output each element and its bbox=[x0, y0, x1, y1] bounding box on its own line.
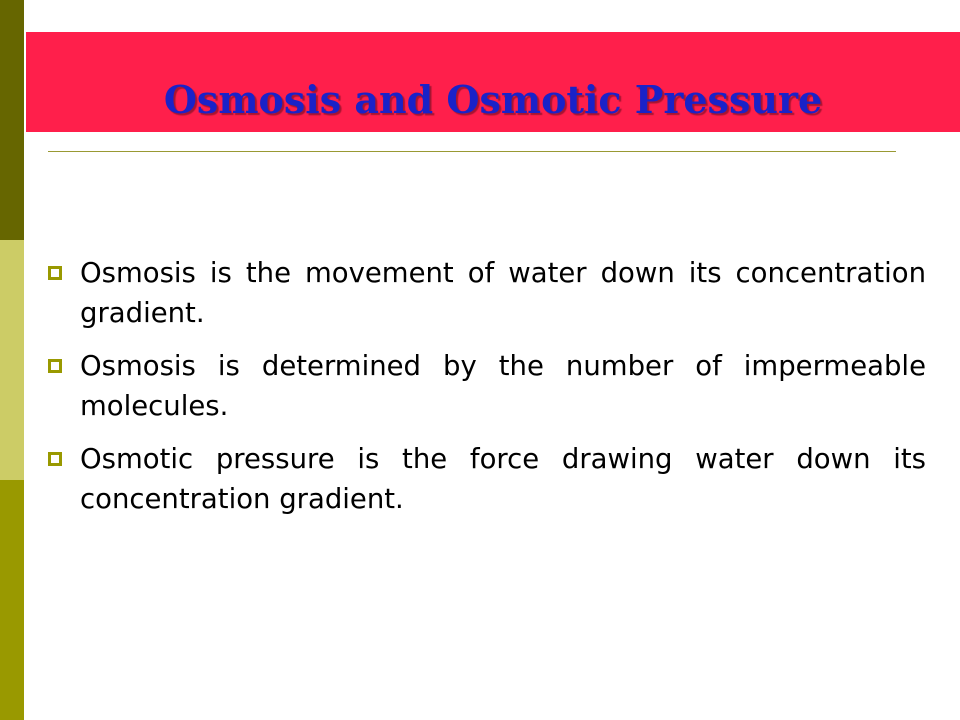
bullet-text: Osmotic pressure is the force drawing water down its concentration gradient. bbox=[80, 443, 926, 515]
square-bullet-icon bbox=[48, 452, 62, 466]
left-bar-top-segment bbox=[0, 0, 24, 240]
bullet-item bbox=[46, 346, 926, 426]
title-divider bbox=[48, 151, 896, 152]
bullet-item bbox=[46, 439, 926, 519]
bullet-list bbox=[46, 253, 926, 532]
left-accent-bar bbox=[0, 0, 24, 720]
square-bullet-icon bbox=[48, 266, 62, 280]
slide-title: Osmosis and Osmotic Pressure bbox=[163, 77, 823, 122]
bullet-item bbox=[46, 253, 926, 333]
left-bar-bottom-segment bbox=[0, 480, 24, 720]
bullet-text: Osmosis is determined by the number of impermeable molecules. bbox=[80, 350, 926, 422]
bullet-text: Osmosis is the movement of water down its concentration gradient. bbox=[80, 257, 926, 329]
left-bar-middle-segment bbox=[0, 240, 24, 480]
square-bullet-icon bbox=[48, 359, 62, 373]
